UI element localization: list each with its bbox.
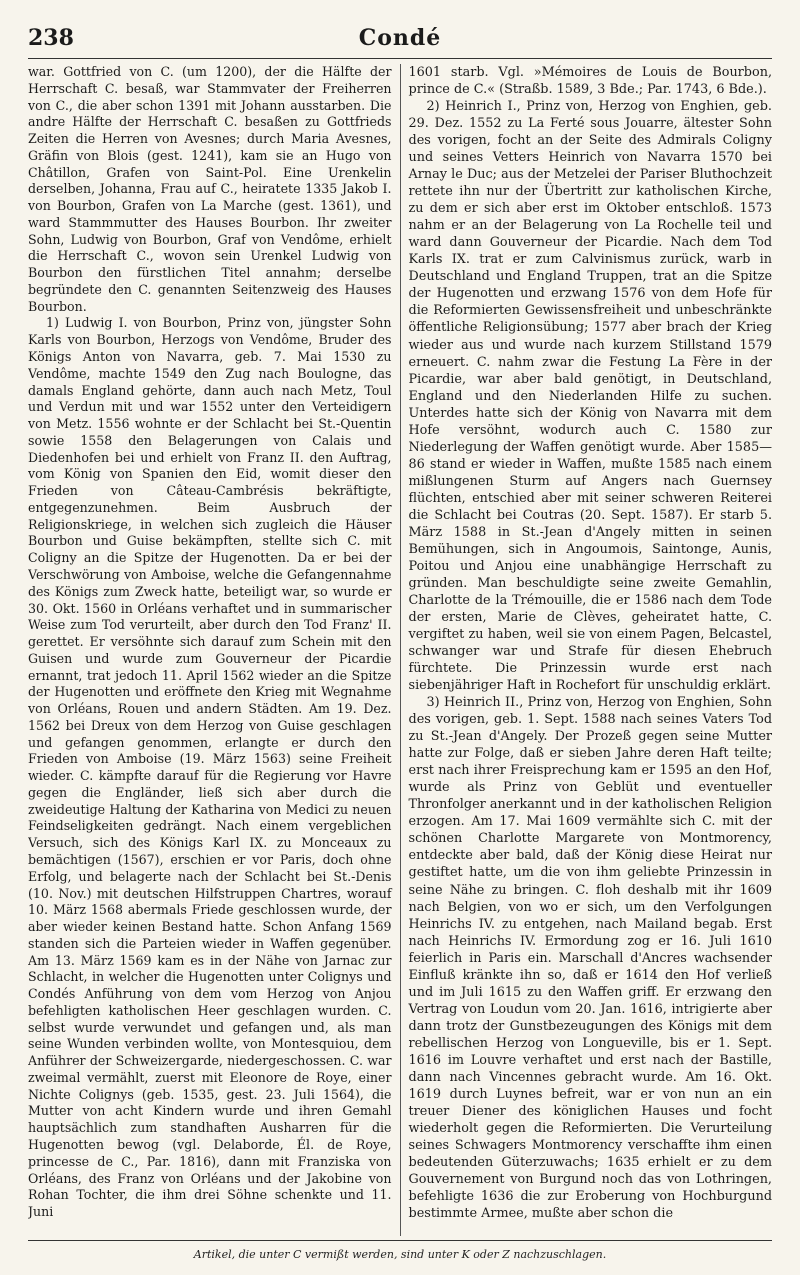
page-header <box>28 22 772 54</box>
header-rule <box>28 58 772 59</box>
running-title: Condé <box>358 25 442 51</box>
paragraph-intro: war. Gottfried von C. (um 1200), der die Hälfte der Herrschaft C. besaß, war Stammvater der Freiherren von C., die aber schon 1391 mit Johann ausstarben. Die andre Hälfte der Herrschaft C. besaßen zu Gottfrieds Zeiten die Herren von Avesnes; durch Maria Avesnes, Gräfin von Blois (gest. 1241), kam sie an Hugo von Châtillon, Grafen von Saint-Pol. Eine Urenkelin derselben, Johanna, Frau auf C., heiratete 1335 Jakob I. von Bourbon, Grafen von La Marche (gest. 1361), und ward Stammmutter des Hauses Bourbon. Ihr zweiter Sohn, Ludwig von Bourbon, Graf von Vendôme, erhielt die Herrschaft C., wovon sein Urenkel Ludwig von Bourbon den fürstlichen Titel annahm; derselbe begründete den C. genannten Seitenzweig des Hauses Bourbon. <box>28 64 392 314</box>
page-number: 238 <box>28 25 74 51</box>
paragraph-continuation: 1601 starb. Vgl. »Mémoires de Louis de Bourbon, prince de C.« (Straßb. 1589, 3 Bde.; Par. 1743, 6 Bde.). <box>408 65 773 98</box>
footer-rule <box>28 1240 772 1241</box>
left-column <box>28 64 400 1236</box>
text-columns <box>28 64 772 1236</box>
paragraph-heinrich-i: 2) Heinrich I., Prinz von, Herzog von Enghien, geb. 29. Dez. 1552 zu La Ferté sous Jouarre, ältester Sohn des vorigen, focht an der Seite des Admirals Coligny und seines Vetters Heinrich von Navarra 1570 bei Arnay le Duc; aus der Metzelei der Pariser Bluthochzeit rettete ihn nur der Übertritt zur katholischen Kirche, zu dem er sich aber erst im Oktober entschloß. 1573 nahm er an der Belagerung von La Rochelle teil und ward dann Gouverneur der Picardie. Nach dem Tod Karls IX. trat er zum Calvinismus zurück, warb in Deutschland und England Truppen, trat an die Spitze der Hugenotten und erzwang 1576 von dem Hofe für die Reformierten Gewissensfreiheit und unbeschränkte öffentliche Religionsübung; 1577 aber brach der Krieg wieder aus und wurde nach kurzem Stillstand 1579 erneuert. C. nahm zwar die Festung La Fère in der Picardie, war aber bald genötigt, in Deutschland, England und den Niederlanden Hilfe zu suchen. Unterdes hatte sich der König von Navarra mit dem Hofe versöhnt, wodurch auch C. 1580 zur Niederlegung der Waffen genötigt wurde. Aber 1585—86 stand er wieder in Waffen, mußte 1585 nach einem mißlungenen Sturm auf Angers nach Guernsey flüchten, entschied aber mit seiner schweren Reiterei die Schlacht bei Coutras (20. Sept. 1587). Er starb 5. März 1588 in St.-Jean d'Angely mitten in seinen Bemühungen, sich in Angoumois, Saintonge, Aunis, Poitou und Anjou eine unabhängige Herrschaft zu gründen. Man beschuldigte seine zweite Gemahlin, Charlotte de la Trémouille, die er 1586 nach dem Tode der ersten, Marie de Clèves, geheiratet hatte, C. vergiftet zu haben, weil sie von einem Pagen, Belcastel, schwanger war und Strafe für diesen Ehebruch fürchtete. Die Prinzessin wurde erst nach siebenjähriger Haft in Rochefort für unschuldig erklärt. <box>408 99 773 694</box>
right-column <box>401 64 773 1236</box>
paragraph-ludwig-i: 1) Ludwig I. von Bourbon, Prinz von, jüngster Sohn Karls von Bourbon, Herzogs von Vendôme, Bruder des Königs Anton von Navarra, geb. 7. Mai 1530 zu Vendôme, machte 1549 den Zug nach Boulogne, das damals England gehörte, dann auch nach Metz, Toul und Verdun mit und war 1552 unter den Verteidigern von Metz. 1556 wohnte er der Schlacht bei St.-Quentin sowie 1558 den Belagerungen von Calais und Diedenhofen bei und erhielt von Franz II. den Auftrag, vom König von Spanien den Eid, womit dieser den Frieden von Câteau-Cambrésis bekräftigte, entgegenzunehmen. Beim Ausbruch der Religionskriege, in welchen sich zugleich die Häuser Bourbon und Guise bekämpften, stellte sich C. mit Coligny an die Spitze der Hugenotten. Da er bei der Verschwörung von Amboise, welche die Gefangennahme des Königs zum Zweck hatte, beteiligt war, so wurde er 30. Okt. 1560 in Orléans verhaftet und in summarischer Weise zum Tod verurteilt, aber durch den Tod Franz' II. gerettet. Er versöhnte sich darauf zum Schein mit den Guisen und wurde zum Gouverneur der Picardie ernannt, trat jedoch 11. April 1562 wieder an die Spitze der Hugenotten und eröffnete den Krieg mit Wegnahme von Orléans, Rouen und andern Städten. Am 19. Dez. 1562 bei Dreux von dem Herzog von Guise geschlagen und gefangen genommen, erlangte er durch den Frieden von Amboise (19. März 1563) seine Freiheit wieder. C. kämpfte darauf für die Regierung vor Havre gegen die Engländer, ließ sich aber durch die zweideutige Haltung der Katharina von Medici zu neuen Feindseligkeiten gedrängt. Nach einem vergeblichen Versuch, sich des Königs Karl IX. zu Monceaux zu bemächtigen (1567), erschien er vor Paris, doch ohne Erfolg, und belagerte nach der Schlacht bei St.-Denis (10. Nov.) mit deutschen Hilfstruppen Chartres, worauf 10. März 1568 abermals Friede geschlossen wurde, der aber wieder keinen Bestand hatte. Schon Anfang 1569 standen sich die Parteien wieder in Waffen gegenüber. Am 13. März 1569 kam es in der Nähe von Jarnac zur Schlacht, in welcher die Hugenotten unter Colignys und Condés Anführung von dem vom Herzog von Anjou befehligten katholischen Heer geschlagen wurden. C. selbst wurde verwundet und gefangen und, als man seine Wunden verbinden wollte, von Montesquiou, dem Anführer der Schweizergarde, niedergeschossen. C. war zweimal vermählt, zuerst mit Eleonore de Roye, einer Nichte Colignys (geb. 1535, gest. 23. Juli 1564), die Mutter von acht Kindern wurde und ihren Gemahl hauptsächlich zum standhaften Ausharren für die Hugenotten bewog (vgl. Delaborde, Él. de Roye, princesse de C., Par. 1816), dann mit Franziska von Orléans, des Franz von Orléans und der Jakobine von Rohan Tochter, die ihm drei Söhne schenkte und 11. Juni <box>28 315 392 1220</box>
page-footer: Artikel, die unter C vermißt werden, sind unter K oder Z nachzuschlagen. <box>193 1248 607 1261</box>
paragraph-heinrich-ii: 3) Heinrich II., Prinz von, Herzog von Enghien, Sohn des vorigen, geb. 1. Sept. 1588 nach seines Vaters Tod zu St.-Jean d'Angely. Der Prozeß gegen seine Mutter hatte zur Folge, daß er sieben Jahre deren Haft teilte; erst nach ihrer Freisprechung kam er 1595 an den Hof, wurde als Prinz von Geblüt und eventueller Thronfolger anerkannt und in der katholischen Religion erzogen. Am 17. Mai 1609 vermählte sich C. mit der schönen Charlotte Margarete von Montmorency, entdeckte aber bald, daß der König diese Heirat nur gestiftet hatte, um die von ihm geliebte Prinzessin in seine Nähe zu bringen. C. floh deshalb mit ihr 1609 nach Belgien, von wo er sich, um den Verfolgungen Heinrichs IV. zu entgehen, nach Mailand begab. Erst nach Heinrichs IV. Ermordung zog er 16. Juli 1610 feierlich in Paris ein. Marschall d'Ancres wachsender Einfluß kränkte ihn so, daß er 1614 den Hof verließ und im Juli 1615 zu den Waffen griff. Er erzwang den Vertrag von Loudun vom 20. Jan. 1616, intrigierte aber dann trotz der Gunstbezeugungen des Königs mit dem rebellischen Herzog von Longueville, bis er 1. Sept. 1616 im Louvre verhaftet und erst nach der Bastille, dann nach Vincennes gebracht wurde. Am 16. Okt. 1619 durch Luynes befreit, war er von nun an ein treuer Diener des königlichen Hauses und focht wiederholt gegen die Reformierten. Die Verurteilung seines Schwagers Montmorency verschaffte ihm einen bedeutenden Güterzuwachs; 1635 erhielt er zu dem Gouvernement von Burgund noch das von Lothringen, befehligte 1636 die zur Eroberung von Hochburgund bestimmte Armee, mußte aber schon die <box>408 695 773 1222</box>
